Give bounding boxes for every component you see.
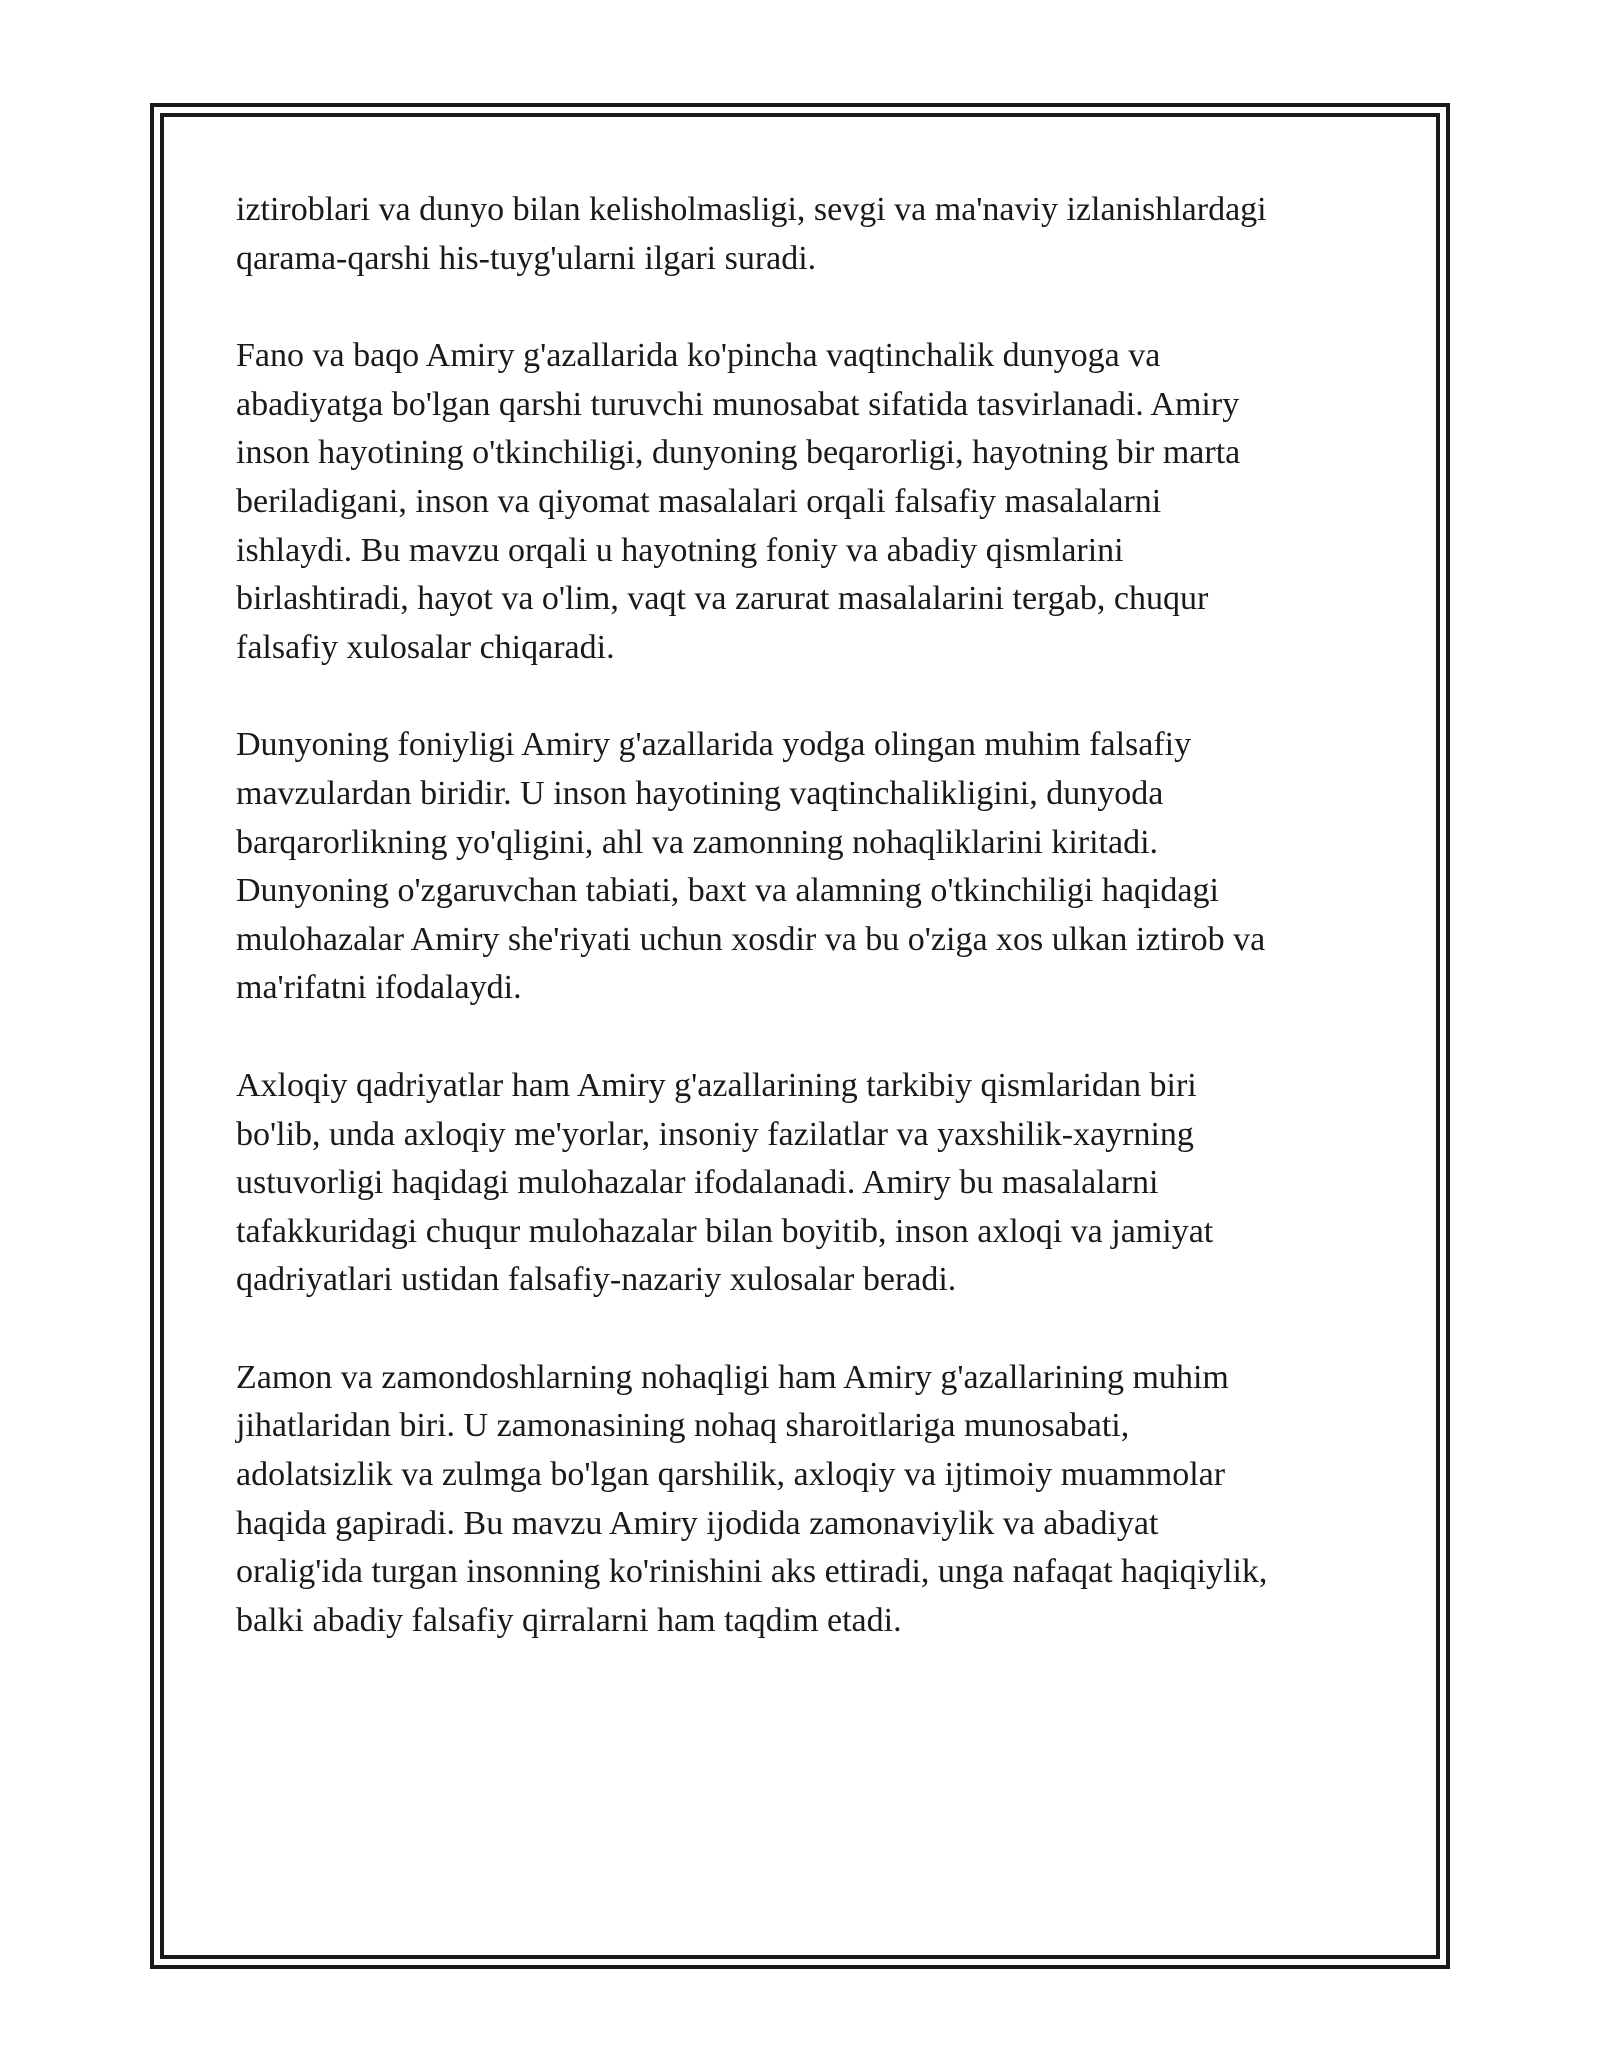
paragraph-1: iztiroblari va dunyo bilan kelisholmasligi, sevgi va ma'naviy izlanishlardagi qarama-qarshi his-tuyg'ularni ilgari suradi. — [236, 191, 1267, 277]
paragraph-4: Axloqiy qadriyatlar ham Amiry g'azallarining tarkibiy qismlaridan biri bo'lib, unda axloqiy me'yorlar, insoniy fazilatlar va yaxshilik-xayrning ustuvorligi haqidagi mulohazalar ifodalanadi. Amiry bu masalalarni tafakkuridagi chuqur mulohazalar bilan boyitib, inson axloqi va jamiyat qadriyatlari ustidan falsafiy-nazariy xulosalar beradi. — [236, 1066, 1214, 1299]
paragraph-2: Fano va baqo Amiry g'azallarida ko'pincha vaqtinchalik dunyoga va abadiyatga bo'lgan qarshi turuvchi munosabat sifatida tasvirlanadi. Amiry inson hayotining o'tkinchiligi, dunyoning beqarorligi, hayotning bir marta beriladigani, inson va qiyomat masalalari orqali falsafiy masalalarni ishlaydi. Bu mavzu orqali u hayotning foniy va abadiy qismlarini birlashtiradi, hayot va o'lim, vaqt va zarurat masalalarini tergab, chuqur falsafiy xulosalar chiqaradi. — [236, 337, 1241, 666]
document-body — [236, 186, 1364, 1694]
paragraph-5: Zamon va zamondoshlarning nohaqligi ham Amiry g'azallarining muhim jihatlaridan biri. U zamonasining nohaq sharoitlariga munosabati, adolatsizlik va zulmga bo'lgan qarshilik, axloqiy va ijtimoiy muammolar haqida gapiradi. Bu mavzu Amiry ijodida zamonaviylik va abadiyat oralig'ida turgan insonning ko'rinishini aks ettiradi, unga nafaqat haqiqiylik, balki abadiy falsafiy qirralarni ham taqdim etadi. — [236, 1358, 1268, 1639]
paragraph-3: Dunyoning foniyligi Amiry g'azallarida yodga olingan muhim falsafiy mavzulardan biridir. U inson hayotining vaqtinchalikligini, dunyoda barqarorlikning yo'qligini, ahl va zamonning nohaqliklarini kiritadi. Dunyoning o'zgaruvchan tabiati, baxt va alamning o'tkinchiligi haqidagi mulohazalar Amiry she'riyati uchun xosdir va bu o'ziga xos ulkan iztirob va ma'rifatni ifodalaydi. — [236, 726, 1266, 1007]
